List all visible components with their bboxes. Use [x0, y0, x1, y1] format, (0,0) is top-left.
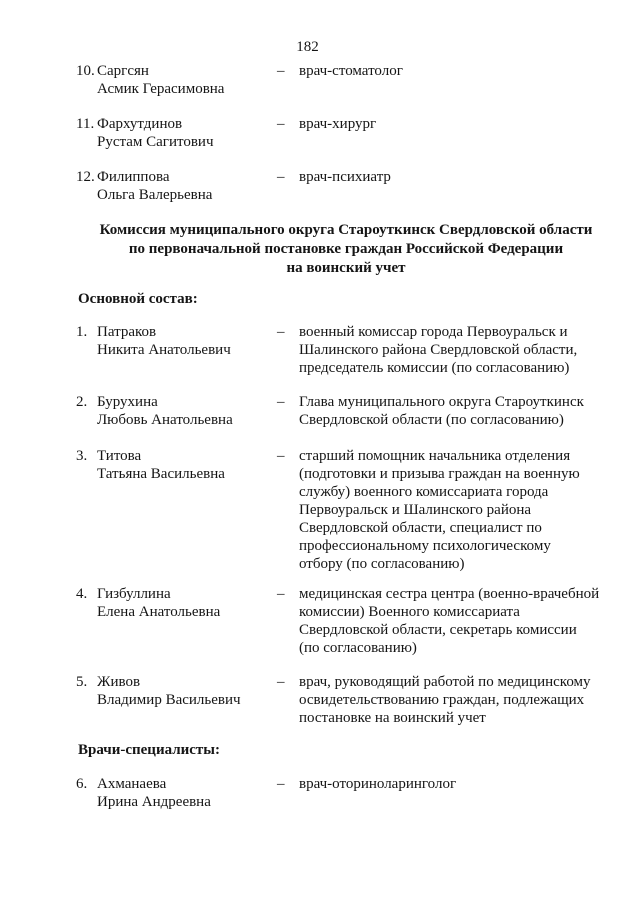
member-surname: Патраков — [97, 324, 157, 340]
member-row — [76, 447, 640, 573]
member-surname: Живов — [97, 674, 141, 690]
member-name — [97, 673, 277, 709]
member-number: 1. — [76, 324, 88, 340]
member-role: врач, руководящий работой по медицинскому освидетельствованию граждан, подлежащих постановке на воинский учет — [299, 674, 591, 726]
member-role: Глава муниципального округа Староуткинск Свердловской области (по согласованию) — [299, 394, 584, 428]
member-surname: Фархутдинов — [97, 116, 183, 132]
member-surname: Саргсян — [97, 63, 149, 79]
member-given-names: Владимир Васильевич — [97, 692, 241, 708]
member-row — [76, 62, 640, 98]
dash-separator: – — [277, 394, 285, 410]
member-surname: Бурухина — [97, 394, 158, 410]
member-number: 4. — [76, 586, 88, 602]
member-role: врач-стоматолог — [299, 63, 403, 79]
member-number: 6. — [76, 776, 88, 792]
member-given-names: Рустам Сагитович — [97, 134, 214, 150]
member-number: 12. — [76, 169, 95, 185]
main-members-list — [0, 323, 640, 727]
dash-separator: – — [277, 63, 285, 79]
page-number: 182 — [296, 39, 319, 55]
member-row — [76, 323, 640, 377]
member-given-names: Елена Анатольевна — [97, 604, 221, 620]
member-given-names: Никита Анатольевич — [97, 342, 231, 358]
member-row — [76, 393, 640, 429]
member-number: 2. — [76, 394, 88, 410]
member-row — [76, 585, 640, 657]
member-given-names: Асмик Герасимовна — [97, 81, 225, 97]
dash-separator: – — [277, 169, 285, 185]
member-name — [97, 585, 277, 621]
member-role: врач-хирург — [299, 116, 377, 132]
member-role: старший помощник начальника отделения (подготовки и призыва граждан на военную службу) военного комиссариата города Первоуральск и Шалинского района Свердловской области, специалист по профессиональному психологическому отбору (по согласованию) — [299, 448, 580, 572]
specialists-list — [0, 775, 640, 811]
member-role: военный комиссар города Первоуральск и Шалинского района Свердловской области, председатель комиссии (по согласованию) — [299, 324, 578, 376]
dash-separator: – — [277, 448, 285, 464]
member-number: 3. — [76, 448, 88, 464]
member-name — [97, 323, 277, 359]
member-number: 10. — [76, 63, 95, 79]
member-role: врач-оториноларинголог — [299, 776, 457, 792]
member-given-names: Ольга Валерьевна — [97, 187, 213, 203]
member-row — [76, 775, 640, 811]
dash-separator: – — [277, 586, 285, 602]
doctors-list-continued — [0, 62, 640, 204]
member-role: врач-психиатр — [299, 169, 391, 185]
member-number: 5. — [76, 674, 88, 690]
member-role: медицинская сестра центра (военно-врачебной комиссии) Военного комиссариата Свердловской области, секретарь комиссии (по согласованию) — [299, 586, 600, 656]
member-name — [97, 62, 277, 98]
main-composition-heading: Основной состав: — [78, 291, 198, 307]
member-name — [97, 447, 277, 483]
dash-separator: – — [277, 116, 285, 132]
member-surname: Филиппова — [97, 169, 170, 185]
member-given-names: Татьяна Васильевна — [97, 466, 225, 482]
member-name — [97, 393, 277, 429]
member-row — [76, 115, 640, 151]
specialists-heading: Врачи-специалисты: — [78, 742, 221, 758]
member-name — [97, 115, 277, 151]
member-name — [97, 168, 277, 204]
member-row — [76, 168, 640, 204]
member-surname: Гизбуллина — [97, 586, 171, 602]
member-number: 11. — [76, 116, 95, 132]
member-given-names: Ирина Андреевна — [97, 794, 211, 810]
dash-separator: – — [277, 324, 285, 340]
member-surname: Ахманаева — [97, 776, 167, 792]
member-given-names: Любовь Анатольевна — [97, 412, 233, 428]
commission-title: Комиссия муниципального округа Староуткинск Свердловской области по первоначальной постановке граждан Российской Федерации на воинский учет — [99, 222, 593, 276]
member-name — [97, 775, 277, 811]
member-row — [76, 673, 640, 727]
dash-separator: – — [277, 674, 285, 690]
dash-separator: – — [277, 776, 285, 792]
member-surname: Титова — [97, 448, 142, 464]
